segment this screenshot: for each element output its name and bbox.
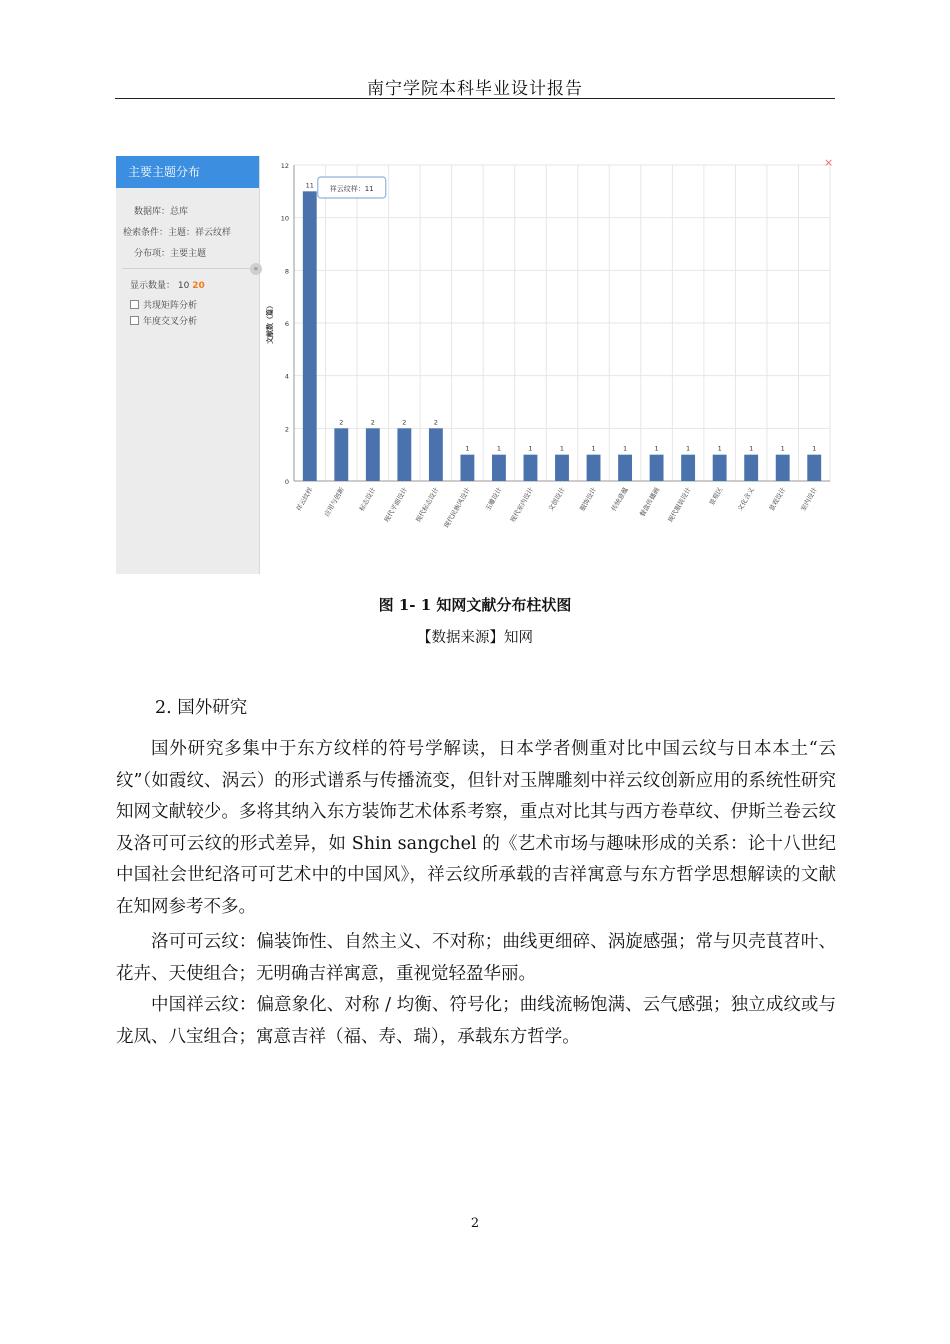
x-tick-label: 室内设计: [799, 486, 819, 513]
bar: [397, 428, 411, 481]
filter-panel: [116, 156, 260, 574]
x-tick-label: 服饰设计: [578, 486, 599, 513]
x-tick-label: 现代民族风设计: [442, 486, 473, 530]
bar-value-label: 1: [622, 444, 628, 453]
bar: [807, 455, 821, 481]
bar: [303, 191, 317, 481]
bar-value-label: 1: [559, 444, 565, 453]
database-label: 数据库：总库: [134, 207, 189, 217]
page-number: 2: [470, 1216, 480, 1231]
checkbox-icon: [130, 316, 139, 325]
bar-value-label: 1: [465, 444, 470, 453]
panel-divider: [122, 268, 254, 269]
x-tick-label: 应用与创新: [322, 486, 347, 519]
bar: [776, 455, 790, 481]
condition-label: 检索条件：主题：祥云纹样: [123, 228, 232, 238]
x-tick-label: 景观设计: [767, 486, 788, 513]
cooccurrence-checkbox[interactable]: [130, 298, 197, 311]
bar: [681, 455, 695, 481]
bar-value-label: 1: [812, 444, 817, 453]
bar: [460, 455, 474, 481]
x-tick-label: 传统意蕴: [609, 486, 630, 513]
bar-value-label: 1: [686, 444, 691, 453]
bar: [555, 455, 569, 481]
bar-value-label: 1: [496, 444, 502, 453]
close-icon[interactable]: ×: [824, 156, 834, 169]
display-count: [130, 278, 205, 291]
distribution-item-label: 分布项：主要主题: [134, 249, 207, 259]
cooccurrence-label: 共现矩阵分析: [143, 301, 198, 311]
x-tick-label: 祥云纹样: [294, 486, 315, 513]
y-tick-label: 6: [284, 320, 289, 328]
x-tick-label: 景观区: [707, 486, 725, 507]
bar-value-label: 2: [339, 418, 344, 427]
paragraph-3: 中国祥云纹：偏意象化、对称 / 均衡、符号化；曲线流畅饱满、云气感强；独立成纹或与龙凤、八宝组合；寓意吉祥（福、寿、瑞），承载东方哲学。: [116, 995, 836, 1047]
x-tick-label: 餐盘传播画: [638, 486, 662, 519]
bar-value-label: 2: [402, 418, 407, 427]
tooltip-text: 祥云纹样：11: [329, 185, 374, 193]
bar-chart: [260, 156, 836, 574]
bar: [618, 455, 632, 481]
panel-title: 主要主题分布: [116, 156, 259, 188]
x-tick-label: 现代标志设计: [414, 486, 441, 524]
header-rule: [115, 98, 835, 99]
bar: [524, 455, 538, 481]
page-header: 南宁学院本科毕业设计报告: [367, 79, 583, 99]
figure-caption: 图 1- 1 知网文献分布柱状图: [378, 596, 572, 614]
y-tick-label: 0: [284, 478, 289, 486]
x-tick-label: 现代平面设计: [382, 486, 410, 524]
y-tick-label: 8: [284, 267, 289, 276]
bar-value-label: 11: [305, 181, 314, 190]
paragraph-1: 国外研究多集中于东方纹样的符号学解读，日本学者侧重对比中国云纹与日本本土“云纹”（如霞纹、涡云）的形式谱系与传播流变，但针对玉牌雕刻中祥云纹创新应用的系统性研究知网文献较少。多将其纳入东方装饰艺术体系考察，重点对比其与西方卷草纹、伊斯兰卷云纹及洛可可云纹的形式差异，如 Shin sangchel 的《艺术市场与趣味形成的关系：论十八世纪中国社会世纪洛可可艺术中的中国风》，祥云纹所承载的吉祥寓意与东方哲学思想解读的文献在知网参考不多。: [116, 739, 836, 917]
chart-screenshot-figure: [116, 156, 838, 576]
bar-value-label: 2: [433, 418, 438, 427]
y-axis-label: 文献数（篇）: [266, 302, 274, 344]
bar: [587, 455, 601, 481]
bar: [366, 428, 380, 481]
display-count-label: 显示数量：: [130, 281, 176, 291]
bar-value-label: 1: [780, 444, 785, 453]
paragraph-2: 洛可可云纹：偏装饰性、自然主义、不对称；曲线更细碎、涡旋感强；常与贝壳茛苕叶、花卉、天使组合；无明确吉祥寓意，重视觉轻盈华丽。: [116, 932, 836, 984]
bar: [744, 455, 758, 481]
y-tick-label: 4: [284, 372, 289, 381]
y-tick-label: 12: [280, 162, 289, 170]
bar-value-label: 1: [528, 444, 533, 453]
annual-cross-checkbox[interactable]: [130, 314, 197, 327]
count-option-20[interactable]: 20: [192, 281, 205, 291]
bar: [492, 455, 506, 481]
y-tick-label: 10: [280, 214, 289, 223]
checkbox-icon: [130, 300, 139, 309]
collapse-icon[interactable]: «: [250, 263, 262, 275]
bar-value-label: 1: [717, 444, 722, 453]
y-tick-label: 2: [284, 425, 289, 434]
annual-cross-label: 年度交叉分析: [143, 317, 198, 327]
bar-value-label: 1: [654, 444, 659, 453]
bar-value-label: 1: [591, 444, 596, 453]
x-tick-label: 标志设计: [357, 486, 378, 513]
count-option-10[interactable]: 10: [177, 281, 190, 291]
figure-source: 【数据来源】知网: [417, 630, 533, 646]
x-tick-label: 文创设计: [546, 486, 567, 513]
section-heading: 2. 国外研究: [155, 698, 248, 718]
bar-value-label: 1: [749, 444, 754, 453]
bar: [650, 455, 664, 481]
x-tick-label: 文化含义: [735, 486, 756, 513]
x-tick-label: 现代服装设计: [666, 486, 693, 524]
bar: [429, 428, 443, 481]
bar-value-label: 2: [370, 418, 375, 427]
bar: [334, 428, 348, 481]
bar: [713, 455, 727, 481]
x-tick-label: 玉雕设计: [483, 486, 504, 513]
x-tick-label: 现代室内设计: [508, 486, 536, 524]
